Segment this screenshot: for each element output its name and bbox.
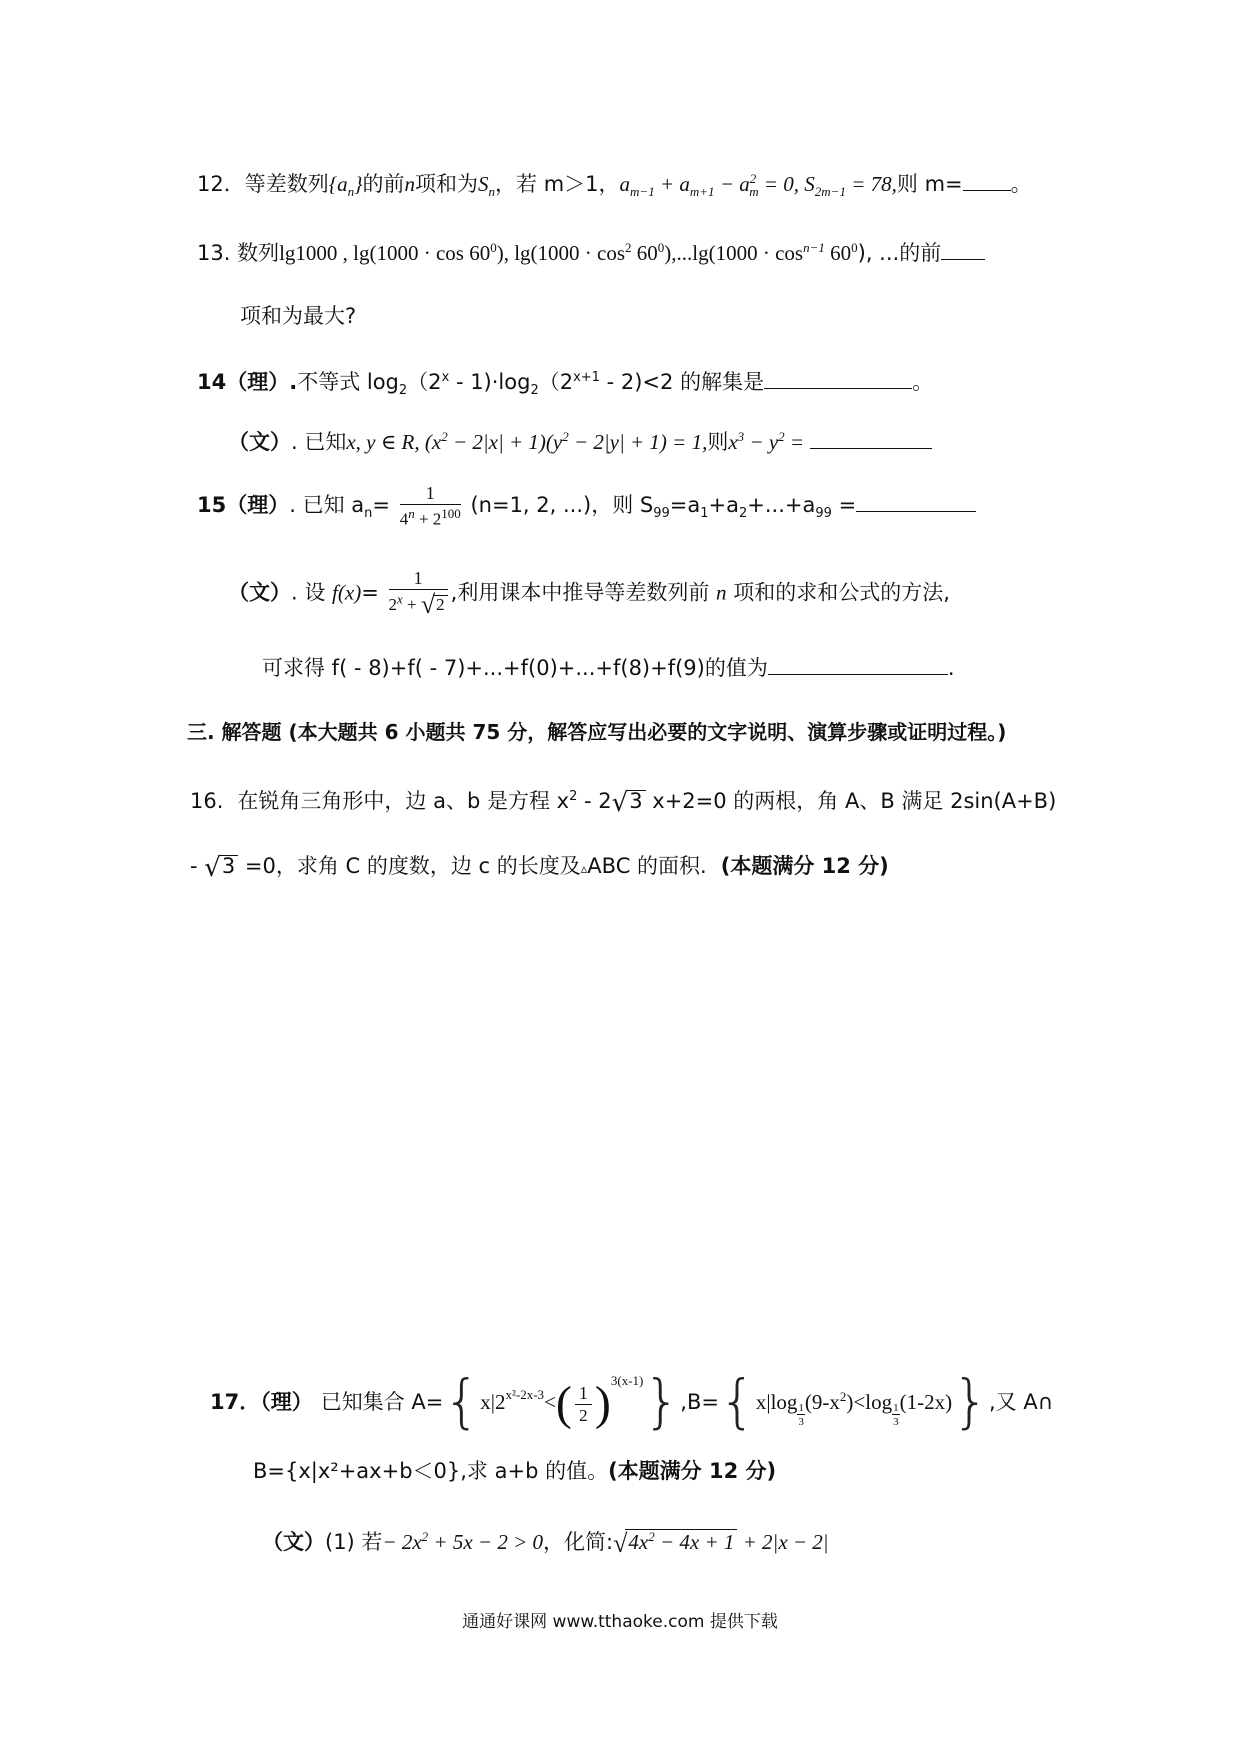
q17-wen-expression: $√4x^2 - 4x + 1 + 2|x - 2|$ bbox=[613, 1529, 829, 1558]
answer-blank-15-li[interactable] bbox=[856, 509, 976, 512]
answer-blank-15-wen[interactable] bbox=[768, 672, 948, 675]
q15-li-fraction: $\frac{1}{4^n + 2^{100}}$ bbox=[399, 483, 461, 529]
q17-wen-inequality: − $2x^2 + 5x - 2 > 0$ bbox=[382, 1529, 544, 1554]
q14-wen-formula: x, y ∈ R, $(x^2 - 2|x| + 1)(y^2 - 2|y| + 1) = 1$, bbox=[346, 429, 708, 454]
question-14-li: 14（理）.不等式 $\log_2(2^x - 1)\cdot\log_2(2^{x+1} - 2)<2$ 的解集是 。 bbox=[197, 370, 934, 399]
question-17: 17．（理） 已知集合 $A=\{x|2^{x^2-2x-3}<$( $\frac{1}{2}$ )$^{3(x-1)}$},B={x|log $\frac{1}{3}$ $(9-x^2)<\log$ $\frac{1}{3}$ (1-2x)},又 A∩ bbox=[210, 1367, 1054, 1435]
question-13: 13. 数列lg1000 , $\lg(1000 \cdot \cos 60^0)$, $\lg(1000 \cdot \cos^2 60^0),...\lg(1000 \cdot \cos^{n-1} 60^0)$, ...的前 bbox=[197, 241, 985, 264]
answer-blank-14-li[interactable] bbox=[764, 386, 912, 389]
question-17-wen: （文）(1) 若− $2x^2 + 5x - 2 > 0$，化简$:√4x^2 - 4x + 1 + 2|x - 2|$ bbox=[262, 1529, 829, 1558]
question-15-li: 15（理）. 已知 $a_n=$ $\frac{1}{4^n + 2^{100}}$ (n=1, 2, ...)，则 $S_{99}=a_1+a_2+...+a_{99}$ = bbox=[197, 484, 976, 528]
question-15-wen-line2: 可求得 f( - 8)+f( - 7)+...+f(0)+...+f(8)+f(9)的值为 . bbox=[262, 656, 955, 680]
q12-formula: $a_{m-1} + a_{m+1} - a^2_m = 0$, $S_{2m-1} = 78$, bbox=[619, 171, 897, 200]
question-17-line2: B={x|x²+ax+b＜0},求 a+b 的值。(本题满分 12 分) bbox=[253, 1459, 777, 1483]
section-3-title: 三. 解答题 (本大题共 6 小题共 75 分，解答应写出必要的文字说明、演算步骤或证明过程。) bbox=[187, 720, 1007, 744]
set-a: $x|2^{x^2-2x-3}<$( $\frac{1}{2}$ )$^{3(x-1)}$ bbox=[480, 1373, 644, 1430]
answer-blank-13[interactable] bbox=[941, 257, 985, 260]
question-16: 16. 在锐角三角形中，边 a、b 是方程 $x^2 - 2√3$ x+2=0 的两根，角 A、B 满足 2sin(A+B) bbox=[190, 788, 1057, 818]
set-b: x|log $\frac{1}{3}$ $(9-x^2)<\log$ $\frac{1}{3}$ (1-2x) bbox=[755, 1389, 953, 1428]
question-16-line2: - √3 =0，求角 C 的度数，边 c 的长度及▵ABC 的面积. (本题满分 12 分) bbox=[190, 853, 889, 883]
question-15-wen: （文）. 设 f(x)= $\frac{1}{2^x + √2}$ ,利用课本中推导等差数列前 n 项和的求和公式的方法, bbox=[228, 568, 950, 619]
footer-text: 通通好课网 www.tthaoke.com 提供下载 bbox=[462, 1612, 778, 1632]
q13-formula: lg1000 , $\lg(1000 \cdot \cos 60^0)$, $\lg(1000 \cdot \cos^2 60^0),...\lg(1000 \cdot \cos^{n-1} 60^0$ bbox=[279, 240, 858, 265]
answer-blank-12[interactable] bbox=[963, 188, 1011, 191]
question-12: 12．等差数列$\{a_n\}$的前n项和为$S_n$，若 m＞1，$a_{m-1} + a_{m+1} - a^2_m = 0$, $S_{2m-1} = 78$,则 m= 。 bbox=[197, 171, 1032, 200]
triangle-icon: ▵ bbox=[580, 862, 588, 877]
question-14-wen: （文）. 已知x, y ∈ R, $(x^2 - 2|x| + 1)(y^2 - 2|y| + 1) = 1$,则$x^3 - y^2$ = bbox=[228, 430, 932, 453]
q15-wen-fraction: $\frac{1}{2^x + √2}$ bbox=[389, 569, 448, 618]
answer-blank-14-wen[interactable] bbox=[810, 446, 932, 449]
question-13-line2: 项和为最大? bbox=[240, 304, 357, 328]
